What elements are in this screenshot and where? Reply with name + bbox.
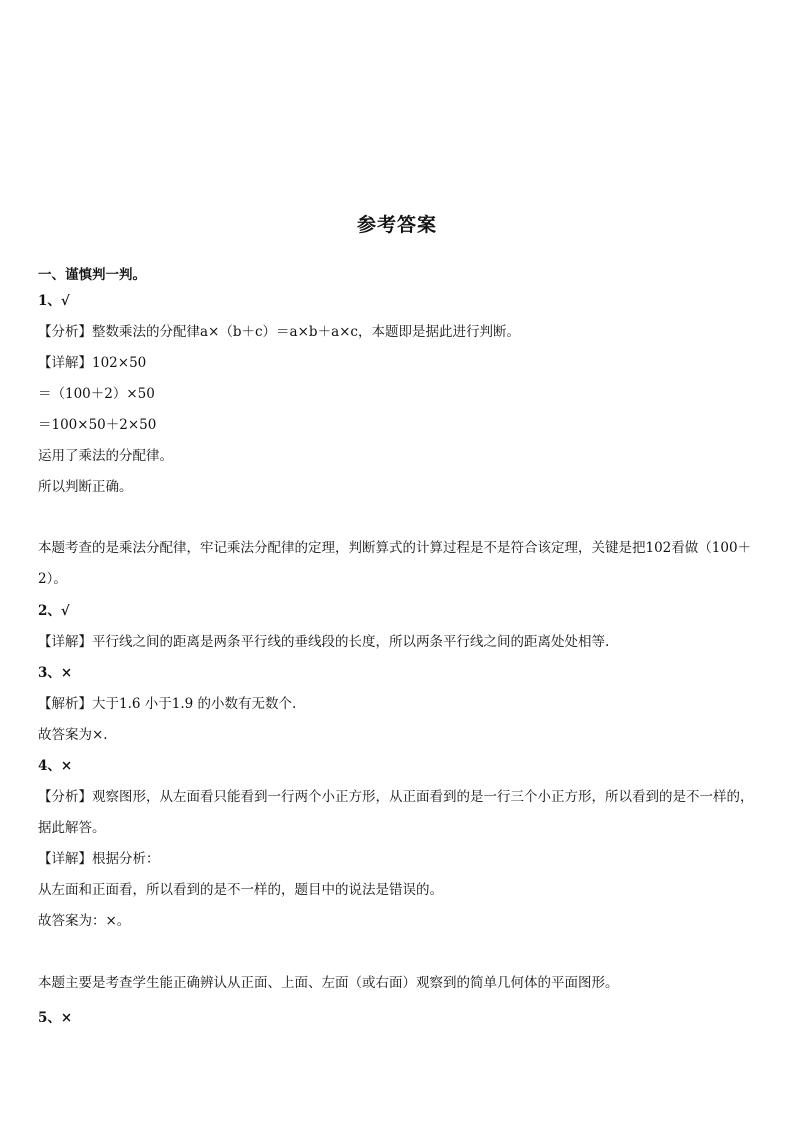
q1-analysis: 【分析】整数乘法的分配律a×（b＋c）＝a×b＋a×c，本题即是据此进行判断。 xyxy=(38,324,520,340)
q3-analysis: 【解析】大于1.6 小于1.9 的小数有无数个. xyxy=(38,696,297,712)
q5-answer: 5、× xyxy=(38,1010,73,1026)
q1-comment: 本题考查的是乘法分配律，牢记乘法分配律的定理，判断算式的计算过程是不是符合该定理，关键是把102看做（100＋2）。 xyxy=(38,540,752,587)
q4-analysis: 【分析】观察图形，从左面看只能看到一行两个小正方形，从正面看到的是一行三个小正方形，所以看到的是不一样的，据此解答。 xyxy=(38,789,754,836)
q1-detail-label: 【详解】102×50 xyxy=(38,355,147,371)
section-heading: 一、谨慎判一判。 xyxy=(38,267,146,283)
q2-answer: 2、√ xyxy=(38,603,70,619)
q4-answer: 4、× xyxy=(38,758,73,774)
page-title: 参考答案 xyxy=(356,214,437,236)
q1-step-1: ＝（100＋2）×50 xyxy=(38,386,155,402)
q1-conclusion-1: 运用了乘法的分配律。 xyxy=(38,448,173,464)
q4-conclusion: 故答案为：×。 xyxy=(38,913,131,929)
q1-step-2: ＝100×50＋2×50 xyxy=(38,417,157,433)
q1-conclusion-2: 所以判断正确。 xyxy=(38,479,133,495)
q2-detail: 【详解】平行线之间的距离是两条平行线的垂线段的长度，所以两条平行线之间的距离处处相等. xyxy=(38,634,610,650)
q4-comment: 本题主要是考查学生能正确辨认从正面、上面、左面（或右面）观察到的简单几何体的平面图形。 xyxy=(38,975,619,991)
q1-answer: 1、√ xyxy=(38,293,70,309)
q3-conclusion: 故答案为×. xyxy=(38,727,108,743)
q3-answer: 3、× xyxy=(38,665,73,681)
q4-detail: 从左面和正面看，所以看到的是不一样的，题目中的说法是错误的。 xyxy=(38,882,443,898)
q4-detail-label: 【详解】根据分析： xyxy=(38,851,160,867)
